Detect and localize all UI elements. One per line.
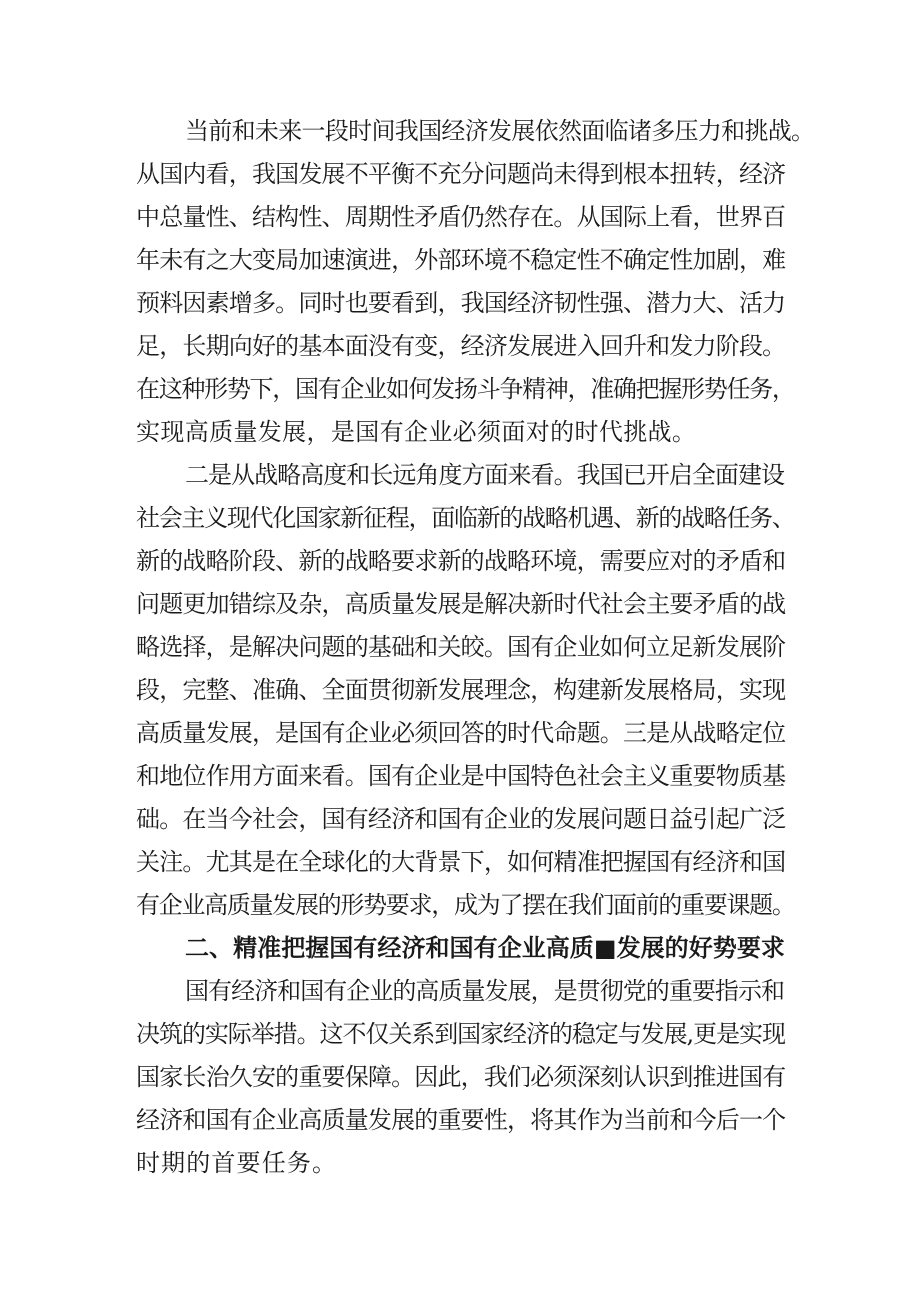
paragraph-2-line-9: 础。在当今社会，国有经济和国有企业的发展问题日益引起广泛 [136, 805, 786, 833]
paragraph-2-line-10: 关注。尤其是在全球化的大背景下，如何精准把握国有经济和国 [136, 848, 786, 876]
paragraph-2-line-11: 有企业高质量发展的形势要求，成为了摆在我们面前的重要课题。 [136, 891, 795, 919]
paragraph-1-line-7: 在这种形势下，国有企业如何发扬斗争精神，准确把握形势任务， [136, 375, 795, 403]
paragraph-2-line-1: 二是从战略高度和长远角度方面来看。我国已开启全面建设 [185, 461, 785, 489]
paragraph-1-line-6: 足，长期向好的基本面没有变，经济发展进入回升和发力阶段。 [136, 332, 786, 360]
paragraph-1-line-5: 预料因素增多。同时也要看到，我国经济韧性强、潜力大、活力 [136, 289, 786, 317]
paragraph-3-line-3: 国家长治久安的重要保障。因此，我们必须深刻认识到推进国有 [136, 1063, 786, 1091]
paragraph-3-line-4: 经济和国有企业高质量发展的重要性，将其作为当前和今后一个 [136, 1106, 786, 1134]
paragraph-1-line-1: 当前和未来一段时间我国经济发展依然面临诸多压力和挑战。 [185, 117, 815, 145]
paragraph-3-line-1: 国有经济和国有企业的高质量发展，是贯彻党的重要指示和 [185, 977, 785, 1005]
paragraph-2-line-6: 段，完整、准确、全面贯彻新发展理念，构建新发展格局，实现 [136, 676, 786, 704]
paragraph-1-line-2: 从国内看，我国发展不平衡不充分问题尚未得到根本扭转，经济 [136, 160, 786, 188]
paragraph-2-line-5: 略选择，是解决问题的基础和关皎。国有企业如何立足新发展阶 [136, 633, 786, 661]
section-heading: 二、精准把握国有经济和国有企业高质■发展的好势要求 [185, 934, 785, 962]
paragraph-2-line-4: 问题更加错综及杂，高质量发展是解决新时代社会主要矛盾的战 [136, 590, 786, 618]
paragraph-2-line-2: 社会主义现代化国家新征程，面临新的战略机遇、新的战略任务、 [136, 504, 795, 532]
paragraph-3-line-2: 决筑的实际举措。这不仅关系到国家经济的稳定与发展,更是实现 [136, 1020, 785, 1048]
paragraph-2-line-3: 新的战略阶段、新的战略要求新的战略环境，需要应对的矛盾和 [136, 547, 786, 575]
paragraph-3-line-5: 时期的首要任务。 [136, 1149, 338, 1177]
paragraph-1-line-3: 中总量性、结构性、周期性矛盾仍然存在。从国际上看，世界百 [136, 203, 786, 231]
paragraph-2-line-8: 和地位作用方面来看。国有企业是中国特色社会主义重要物质基 [136, 762, 786, 790]
paragraph-1-line-8: 实现高质量发展，是国有企业必须面对的时代挑战。 [136, 418, 697, 446]
paragraph-1-line-4: 年未有之大变局加速演进，外部环境不稳定性不确定性加剧，难 [136, 246, 786, 274]
paragraph-2-line-7: 高质量发展，是国有企业必须回答的时代命题。三是从战略定位 [136, 719, 786, 747]
